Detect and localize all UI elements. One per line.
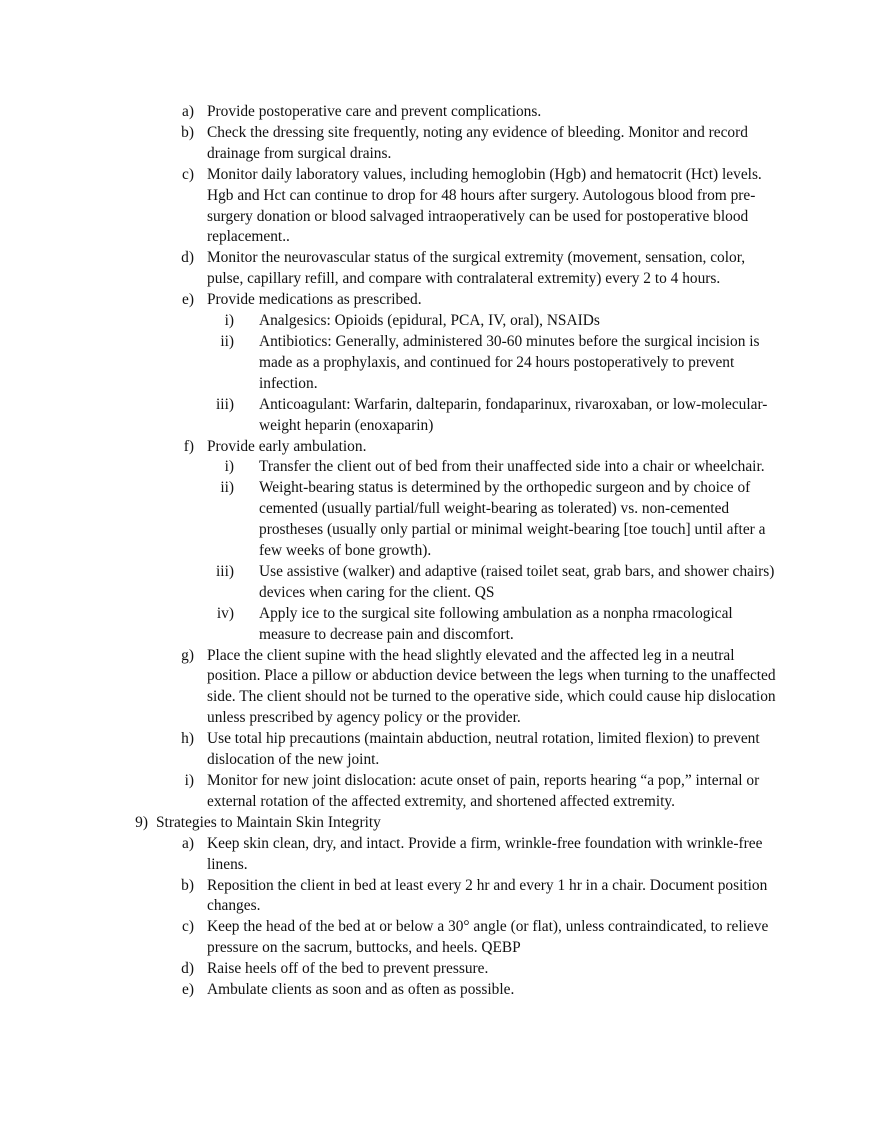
list-marker: ii) xyxy=(220,479,234,497)
list-subitem xyxy=(0,478,777,562)
list-item-text: Reposition the client in bed at least every 2 hr and every 1 hr in a chair. Document position changes. xyxy=(207,876,768,915)
list-marker: d) xyxy=(181,249,194,267)
list-item-text: Keep skin clean, dry, and intact. Provide a firm, wrinkle-free foundation with wrinkle-free linens. xyxy=(207,834,763,873)
list-subitem xyxy=(0,457,777,478)
list-subitem xyxy=(0,395,777,437)
list-marker: f) xyxy=(183,437,194,455)
list-item xyxy=(0,165,777,249)
list-item xyxy=(0,917,777,959)
list-marker: iii) xyxy=(216,562,234,580)
list-item-text: Monitor the neurovascular status of the surgical extremity (movement, sensation, color, pulse, capillary refill, and compare with contralateral extremity) every 2 to 4 hours. xyxy=(207,249,746,288)
list-item xyxy=(0,729,777,771)
list-item xyxy=(0,959,777,980)
list-item-text: Raise heels off of the bed to prevent pressure. xyxy=(207,960,489,978)
document-page xyxy=(0,102,880,1001)
list-subitem xyxy=(0,311,777,332)
list-item-text: Anticoagulant: Warfarin, dalteparin, fondaparinux, rivaroxaban, or low-molecular-weight heparin (enoxaparin) xyxy=(259,395,768,434)
list-item xyxy=(0,834,777,876)
list-marker: iii) xyxy=(216,395,234,413)
list-item-text: Ambulate clients as soon and as often as possible. xyxy=(207,981,515,999)
list-item xyxy=(0,646,777,730)
list-item-text: Place the client supine with the head slightly elevated and the affected leg in a neutral position. Place a pillow or abduction device between the legs when turning to the unaffected side. The client should not be turned to the operative side, which could cause hip dislocation unless prescribed by agency policy or the provider. xyxy=(207,646,776,727)
section-heading-text: Strategies to Maintain Skin Integrity xyxy=(156,813,381,831)
list-item-text: Transfer the client out of bed from their unaffected side into a chair or wheelchair. xyxy=(259,458,765,476)
list-item-text: Provide medications as prescribed. xyxy=(207,291,422,309)
list-item xyxy=(0,437,777,458)
list-item-text: Provide postoperative care and prevent complications. xyxy=(207,103,542,120)
list-item-text: Use total hip precautions (maintain abduction, neutral rotation, limited flexion) to prevent dislocation of the new joint. xyxy=(207,730,760,769)
section-heading xyxy=(0,813,776,834)
list-marker: i) xyxy=(184,772,194,789)
list-marker: g) xyxy=(181,646,194,664)
list-item-text: Analgesics: Opioids (epidural, PCA, IV, oral), NSAIDs xyxy=(259,312,600,330)
list-item-text: Weight-bearing status is determined by the orthopedic surgeon and by choice of cemented (usually partial/full weight-bearing as tolerated) vs. non-cemented prostheses (usually only partial or minimal weight-bearing [toe touch] until after a few weeks of bone growth). xyxy=(259,479,766,560)
list-subitem xyxy=(0,562,777,604)
list-marker: iv) xyxy=(216,604,234,622)
list-subitem xyxy=(0,604,777,646)
list-marker: 9) xyxy=(135,813,148,831)
list-item xyxy=(0,123,777,165)
list-item xyxy=(0,876,777,918)
list-marker: ii) xyxy=(220,332,234,350)
list-item-text: Antibiotics: Generally, administered 30-60 minutes before the surgical incision is made as a prophylaxis, and continued for 24 hours postoperatively to prevent infection. xyxy=(259,332,760,392)
list-marker: i) xyxy=(224,312,234,330)
list-item-text: Monitor for new joint dislocation: acute onset of pain, reports hearing “a pop,” internal or external rotation of the affected extremity, and shortened affected extremity. xyxy=(207,772,760,810)
list-item-text: Use assistive (walker) and adaptive (raised toilet seat, grab bars, and shower chairs) devices when caring for the client. QS xyxy=(259,562,775,601)
list-item-text: Check the dressing site frequently, noting any evidence of bleeding. Monitor and record drainage from surgical drains. xyxy=(207,123,748,162)
list-marker: a) xyxy=(182,103,194,120)
list-marker: i) xyxy=(224,458,234,476)
list-item-text: Apply ice to the surgical site following ambulation as a nonpha rmacological measure to decrease pain and discomfort. xyxy=(259,604,733,643)
list-item-text: Provide early ambulation. xyxy=(207,437,367,455)
list-subitem xyxy=(0,332,777,395)
list-item xyxy=(0,771,777,813)
list-item xyxy=(0,102,777,123)
list-marker: a) xyxy=(182,834,194,852)
list-marker: e) xyxy=(182,981,194,999)
list-marker: b) xyxy=(181,876,194,894)
list-item xyxy=(0,248,777,290)
list-marker: d) xyxy=(181,960,194,978)
list-marker: h) xyxy=(181,730,194,748)
list-item-text: Monitor daily laboratory values, including hemoglobin (Hgb) and hematocrit (Hct) levels. Hgb and Hct can continue to drop for 48 hours after surgery. Autologous blood from pre-surgery donation or blood salvaged intraoperatively can be used for postoperative blood replacement.. xyxy=(207,165,762,246)
list-marker: b) xyxy=(181,123,194,141)
list-item xyxy=(0,290,777,311)
list-marker: e) xyxy=(182,291,194,309)
list-marker: c) xyxy=(182,165,194,183)
list-marker: c) xyxy=(182,918,194,936)
list-item-text: Keep the head of the bed at or below a 30° angle (or flat), unless contraindicated, to relieve pressure on the sacrum, buttocks, and heels. QEBP xyxy=(207,918,769,957)
list-item xyxy=(0,980,777,1001)
